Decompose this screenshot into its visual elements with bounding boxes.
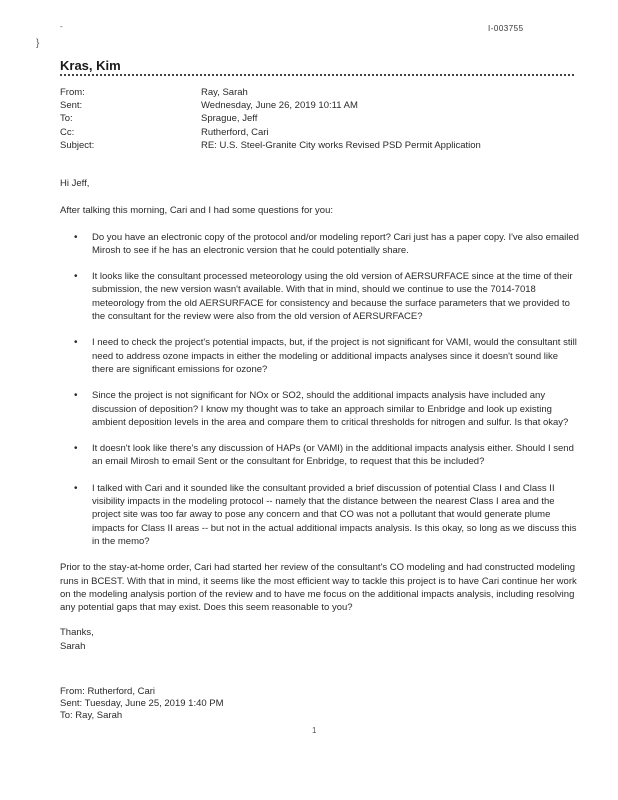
signer-name: Sarah [60,640,86,652]
bullet-dot-icon: • [74,337,78,349]
bullet-dot-icon: • [74,231,78,243]
bullet-item [60,389,582,429]
margin-mark: } [36,38,40,49]
bullet-dot-icon: • [74,443,78,455]
header-cc [60,126,580,139]
forward-sent: Sent: Tuesday, June 25, 2019 1:40 PM [60,698,224,709]
header-from [60,86,580,99]
bullet-text: It looks like the consultant processed meteorology using the old version of AERSURFACE since at the time of their submission, the new version wasn't available. With that in mind, should we continue to use the 7014-7018 meteorology from the old AERSURFACE for consistency and because the surface parameters that we provided to the consultant for the review were also from the old version of AERSURFACE? [92,271,573,323]
sender-name: Kras, Kim [60,58,121,73]
bullet-dot-icon: • [74,390,78,402]
header-sent [60,99,580,112]
header-label: To: [60,113,73,125]
bullet-text: It doesn't look like there's any discussion of HAPs (or VAMI) in the additional impacts analysis either. Should I send an email Mirosh to email Sent or the consultant for Enbridge, to request that this be included? [92,443,574,468]
bullet-dot-icon: • [74,482,78,494]
header-to [60,112,580,125]
header-label: Cc: [60,126,75,138]
page-number: 1 [312,726,317,735]
header-label: Sent: [60,100,83,112]
bullet-text: Do you have an electronic copy of the protocol and/or modeling report? Cari just has a paper copy. I've also emailed Mirosh to see if he has an electronic version that he could potentially share. [92,231,579,256]
header-label: From: [60,87,85,98]
email-header [60,86,580,152]
bullet-text: I need to check the project's potential impacts, but, if the project is not significant for VAMI, would the consultant still need to address ozone impacts in either the modeling or additional impacts analyses since it doesn't sound like there are significant emissions for ozone? [92,337,577,375]
header-value: Ray, Sarah [201,87,248,98]
header-divider [60,74,574,76]
header-value: RE: U.S. Steel-Granite City works Revised PSD Permit Application [201,139,481,151]
bullet-item [60,482,582,548]
intro-paragraph: After talking this morning, Cari and I had some questions for you: [60,205,333,217]
bullet-dot-icon: • [74,271,78,283]
bullet-text: Since the project is not significant for NOx or SO2, should the additional impacts analysis have included any discussion of deposition? I know my thought was to take an approach similar to Enbridge and look up existing ambient deposition levels in the area and compare them to critical thresholds for nitrogen and sulfur. Is that okay? [92,390,569,428]
forward-to: To: Ray, Sarah [60,710,123,721]
bullet-item [60,231,582,258]
header-value: Wednesday, June 26, 2019 10:11 AM [201,100,358,112]
header-label: Subject: [60,139,95,151]
header-value: Rutherford, Cari [201,126,269,138]
bullet-item [60,336,582,376]
forwarded-header [60,686,580,722]
forward-from: From: Rutherford, Cari [60,686,156,697]
top-mark: - [60,22,63,31]
bullet-item [60,442,582,469]
header-subject [60,139,580,152]
email-body [60,177,582,653]
bullet-item [60,270,582,323]
header-value: Sprague, Jeff [201,113,258,125]
closing-paragraph: Prior to the stay-at-home order, Cari had started her review of the consultant's CO modeling and had constructed modeling runs in BCEST. With that in mind, it seems like the most efficient way to tackle this project is to have Cari continue her work on the modeling analysis portion of the review and to have me focus on the additional impacts analysis, including resolving any potential gaps that may exist. Does this seem reasonable to you? [60,562,577,614]
signoff: Thanks, [60,627,94,639]
bullet-text: I talked with Cari and it sounded like the consultant provided a brief discussion of potential Class I and Class II visibility impacts in the modeling protocol -- namely that the distance between the nearest Class I area and the project site was too far away to pose any concern and that CO was not a pollutant that would generate plume impacts for Class II areas -- but not in the actual additional impacts analysis. Is this okay, so long as we discuss this in the memo? [92,482,577,547]
document-id: I-003755 [488,24,524,33]
greeting: Hi Jeff, [60,178,90,189]
